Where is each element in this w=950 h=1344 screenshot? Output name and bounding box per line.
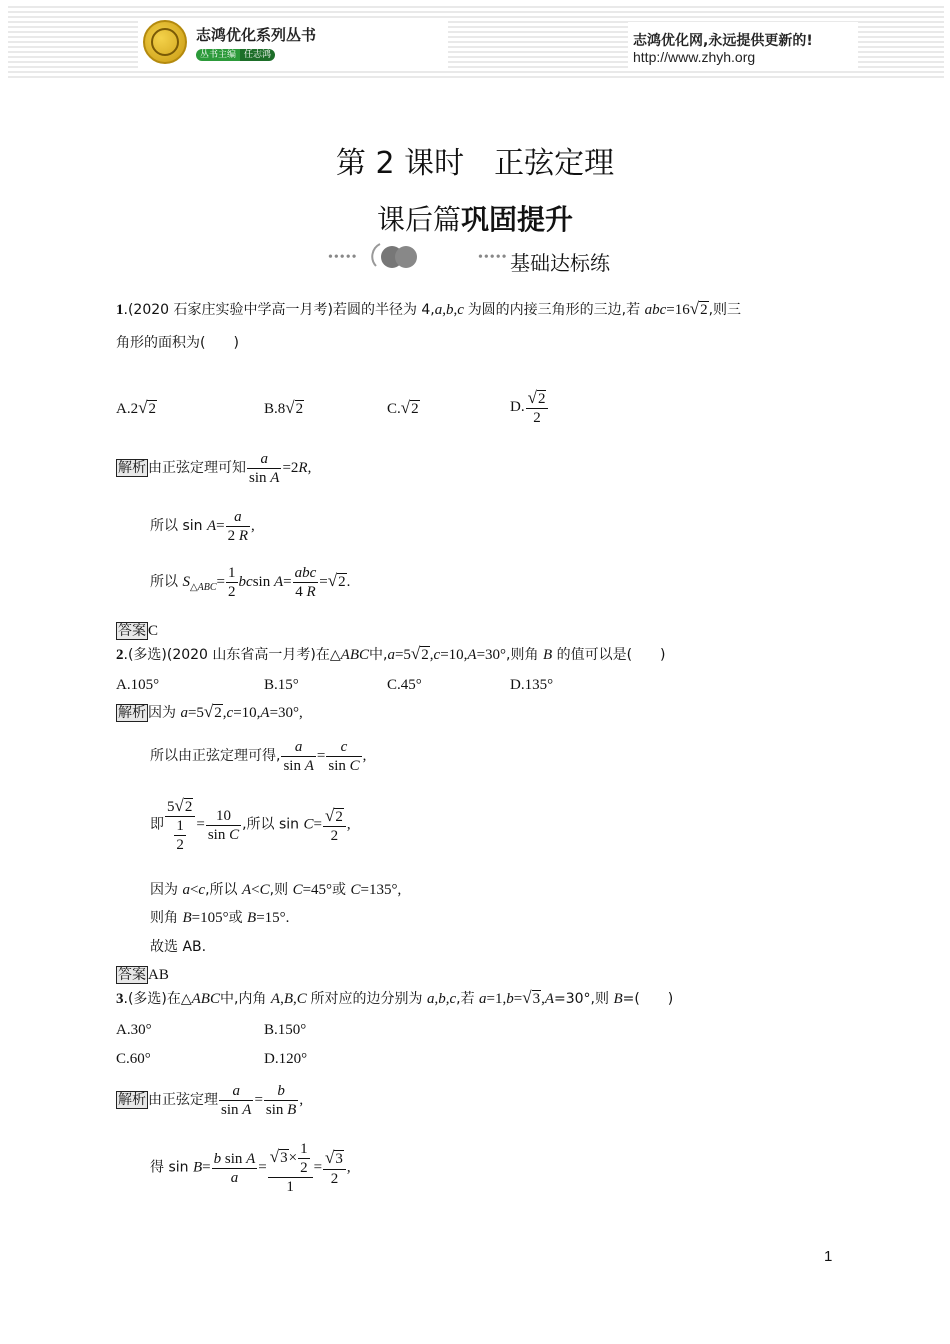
q3-option-c[interactable]: C.60°	[116, 1051, 151, 1067]
q2-sol4d-text: 或	[332, 882, 351, 898]
q3-analysis-tag: 解析	[118, 1091, 146, 1108]
header-slogan: 志鸿优化网,永远提供更新的!	[633, 33, 813, 49]
double-circle-icon	[368, 238, 420, 272]
q1-option-d-label: D.	[510, 399, 525, 416]
q3-stem-e: =30°,则	[553, 991, 614, 1007]
series-name: 志鸿优化系列丛书	[196, 26, 317, 44]
q3-stem: 3.(多选)在△ABC中,内角 A,B,C 所对应的边分别为 a,b,c,若 a=1,b=√3,A=30°,则 B=( )	[116, 988, 674, 1007]
q1-answer-tag: 答案	[118, 623, 146, 639]
q2-solution-line3: 即 $\frac{5√2}{\frac{1}{2}}$ = $\frac{10}{\text{sin C}}$ ,所以 sin C= $\frac{√2}{2}$ ,	[150, 796, 351, 854]
q2-solution-line1: 解析 因为 a=5√2,c=10,A=30°,	[118, 702, 303, 721]
q2-answer-value: AB	[148, 967, 169, 983]
q1-option-a[interactable]: A.2√2	[116, 398, 156, 417]
editor-name: 任志鸿	[240, 49, 275, 61]
q1-answer	[116, 620, 158, 640]
q2-sol2-text: 所以由正弦定理可得,	[150, 747, 281, 764]
q2-option-c[interactable]: C.45°	[387, 677, 422, 693]
q1-stem-b: 为圆的内接三角形的三边,若	[467, 302, 645, 318]
q2-answer-tag: 答案	[118, 967, 146, 983]
q1-stem-a: .(2020 石家庄实验中学高一月考)若圆的半径为 4,	[123, 302, 435, 318]
q2-solution-line5: 则角 B=105°或 B=15°.	[150, 910, 290, 926]
q3-stem-a: .(多选)在△	[123, 991, 192, 1007]
editor-badge	[196, 47, 275, 60]
q2-sol5b-text: 或	[228, 910, 248, 926]
dots-left-icon: •••••	[328, 250, 358, 265]
q1-sol2-text: 所以 sin	[150, 517, 207, 534]
section-label: 基础达标练	[510, 251, 610, 275]
q3-solution-line2: 得 sin B= $\frac{\text{b sin A}}{a}$ = √3× $\frac{1}{2}$ 1 = $\frac{√3}{2}$ ,	[150, 1141, 351, 1195]
q3-solution-line1: 解析 由正弦定理 $\frac{a}{\text{sin A}}$ = $\frac{b}{\text{sin B}}$ ,	[118, 1083, 304, 1118]
q2-solution-line6: 故选 AB.	[150, 939, 207, 955]
q2-sol3b-text: ,所以 sin	[242, 816, 304, 833]
q1-option-b-label: B.8	[264, 401, 286, 417]
q1-stem: 1.(2020 石家庄实验中学高一月考)若圆的半径为 4,a,b,c 为圆的内接三角形的三边,若 abc=16√2,则三	[116, 299, 742, 318]
q2-option-d[interactable]: D.135°	[510, 677, 554, 693]
q1-option-d[interactable]: D. $\frac{√2}{2}$	[510, 388, 549, 427]
q1-answer-value: C	[148, 623, 159, 639]
page-title: 第 2 课时 正弦定理	[335, 146, 615, 181]
q2-sol5-text: 则角	[150, 910, 183, 926]
q1-solution-line2: 所以 sin A= $\frac{a}{2 R}$ ,	[150, 509, 255, 544]
q2-sol4b-text: ,所以	[205, 882, 242, 898]
q3-stem-b: 中,内角	[219, 991, 271, 1007]
q2-sol1-text: 因为	[148, 705, 181, 721]
q2-stem-b: 中,	[369, 647, 388, 663]
q2-solution-line4: 因为 a<c,所以 A<C,则 C=45°或 C=135°,	[150, 882, 402, 898]
q1-sol1-text: 由正弦定理可知	[148, 459, 246, 476]
q1-sol3-text: 所以	[150, 573, 183, 590]
q2-stem-a: .(多选)(2020 山东省高一月考)在△	[123, 647, 341, 663]
q1-option-c[interactable]: C.√2	[387, 398, 419, 417]
q3-stem-c: 所对应的边分别为	[310, 991, 427, 1007]
q1-option-c-label: C.	[387, 401, 401, 417]
dots-right-icon: •••••	[478, 250, 508, 265]
q2-option-b[interactable]: B.15°	[264, 677, 299, 693]
q1-solution-line1: 解析 由正弦定理可知 $\frac{a}{\text{sin A}}$ =2R,	[118, 451, 312, 486]
page-subtitle	[0, 198, 950, 238]
q1-stem-line2: 角形的面积为( )	[116, 335, 239, 351]
q2-number: 2	[116, 647, 124, 663]
q2-sol3a-text: 即	[150, 816, 164, 833]
q1-stem-c: ,则三	[708, 302, 742, 318]
publisher-logo	[143, 20, 187, 64]
q2-stem-e: 的值可以是( )	[552, 647, 666, 663]
q2-solution-line2: 所以由正弦定理可得, $\frac{a}{\text{sin A}}$ = $\frac{c}{\text{sin C}}$ ,	[150, 739, 367, 774]
q1-option-b[interactable]: B.8√2	[264, 398, 304, 417]
q1-analysis-tag: 解析	[118, 459, 146, 476]
q3-option-a[interactable]: A.30°	[116, 1022, 152, 1038]
q3-sol1-text: 由正弦定理	[148, 1091, 218, 1108]
editor-label: 丛书主编	[196, 49, 240, 61]
q1-option-a-label: A.2	[116, 401, 139, 417]
page-number: 1	[824, 1248, 833, 1265]
q3-sol2-text: 得 sin	[150, 1159, 193, 1176]
q3-stem-d: ,若	[456, 991, 480, 1007]
q3-number: 3	[116, 991, 124, 1007]
q2-analysis-tag: 解析	[118, 705, 146, 721]
q2-sol4c-text: ,则	[269, 882, 293, 898]
q1-number: 1	[116, 302, 124, 318]
q3-option-d[interactable]: D.120°	[264, 1051, 308, 1067]
subtitle-bold: 巩固提升	[461, 203, 574, 236]
q3-option-b[interactable]: B.150°	[264, 1022, 307, 1038]
q2-option-a[interactable]: A.105°	[116, 677, 160, 693]
q1-solution-line3: 所以 $S_{\triangle ABC}=$ $\frac{1}{2}$ bcsin A= $\frac{\text{abc}}{4 R}$ =√2.	[150, 565, 351, 600]
q2-stem: 2.(多选)(2020 山东省高一月考)在△ABC中,a=5√2,c=10,A=30°,则角 B 的值可以是( )	[116, 644, 666, 663]
subtitle-plain: 课后篇	[376, 203, 461, 236]
q2-stem-d: ,则角	[506, 647, 543, 663]
q2-answer	[116, 964, 169, 984]
q3-stem-f: =( )	[622, 991, 674, 1007]
header-url[interactable]: http://www.zhyh.org	[633, 49, 756, 65]
q2-sol4-text: 因为	[150, 882, 183, 898]
